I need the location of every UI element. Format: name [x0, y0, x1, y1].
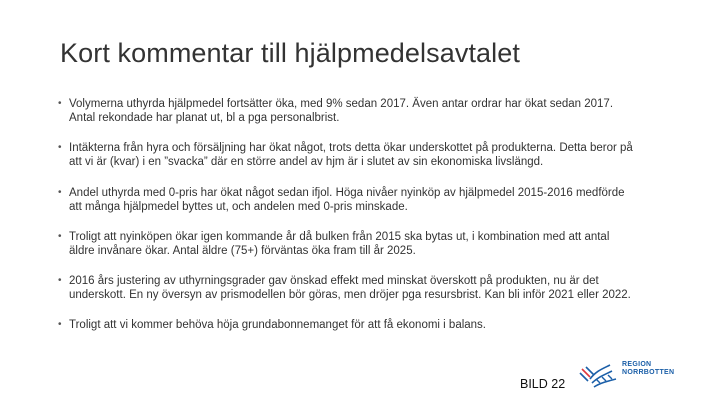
- bullet-line: Antal rekondade har planat ut, bl a pga personalbrist.: [69, 112, 340, 124]
- region-logo: [576, 357, 716, 393]
- bullet-line: • Intäkterna från hyra och försäljning har ökat något, trots detta ökar underskottet på produkterna. Detta beror på: [69, 142, 633, 154]
- bullet-line: att många hjälpmedel byttes ut, och andelen med 0-pris minskade.: [69, 201, 408, 213]
- bullet-line: underskott. En ny översyn av prismodellen bör göras, men dröjer pga resursbrist. Kan bli inför 2021 eller 2022.: [69, 289, 631, 301]
- bullet-line: • 2016 års justering av uthyrningsgrader gav önskad effekt med minskat överskott på produkten, nu är det: [69, 275, 599, 287]
- bullet-item: [58, 97, 668, 125]
- bullet-item: [58, 318, 668, 332]
- bullet-line: äldre invånare ökar. Antal äldre (75+) förväntas öka fram till år 2025.: [69, 245, 416, 257]
- region-norrbotten-logo-icon: [576, 357, 622, 393]
- bullet-line: • Volymerna uthyrda hjälpmedel fortsätter öka, med 9% sedan 2017. Även antar ordrar har ökat sedan 2017.: [69, 98, 614, 110]
- bullet-item: [58, 274, 668, 302]
- logo-text: [622, 361, 674, 377]
- slide-title: Kort kommentar till hjälpmedelsavtalet: [60, 38, 520, 68]
- logo-line-norrbotten: NORRBOTTEN: [622, 369, 675, 376]
- bullet-item: [58, 230, 668, 258]
- bullet-list: [58, 97, 668, 332]
- bullet-item: [58, 186, 668, 214]
- bullet-line: • Troligt att vi kommer behöva höja grundabonnemanget för att få ekonomi i balans.: [69, 319, 487, 331]
- logo-line-region: REGION: [622, 361, 652, 368]
- bullet-line: • Troligt att nyinköpen ökar igen kommande år då bulken från 2015 ska bytas ut, i kombination med att antal: [69, 231, 610, 243]
- bullet-line: att vi är (kvar) i en ”svacka” där en större andel av hjm är i slutet av sin ekonomiska livslängd.: [69, 156, 544, 168]
- bullet-line: • Andel uthyrda med 0-pris har ökat något sedan ifjol. Höga nivåer nyinköp av hjälpmedel 2015-2016 medförde: [69, 187, 625, 199]
- bullet-item: [58, 141, 668, 169]
- page-label: BILD 22: [520, 377, 566, 391]
